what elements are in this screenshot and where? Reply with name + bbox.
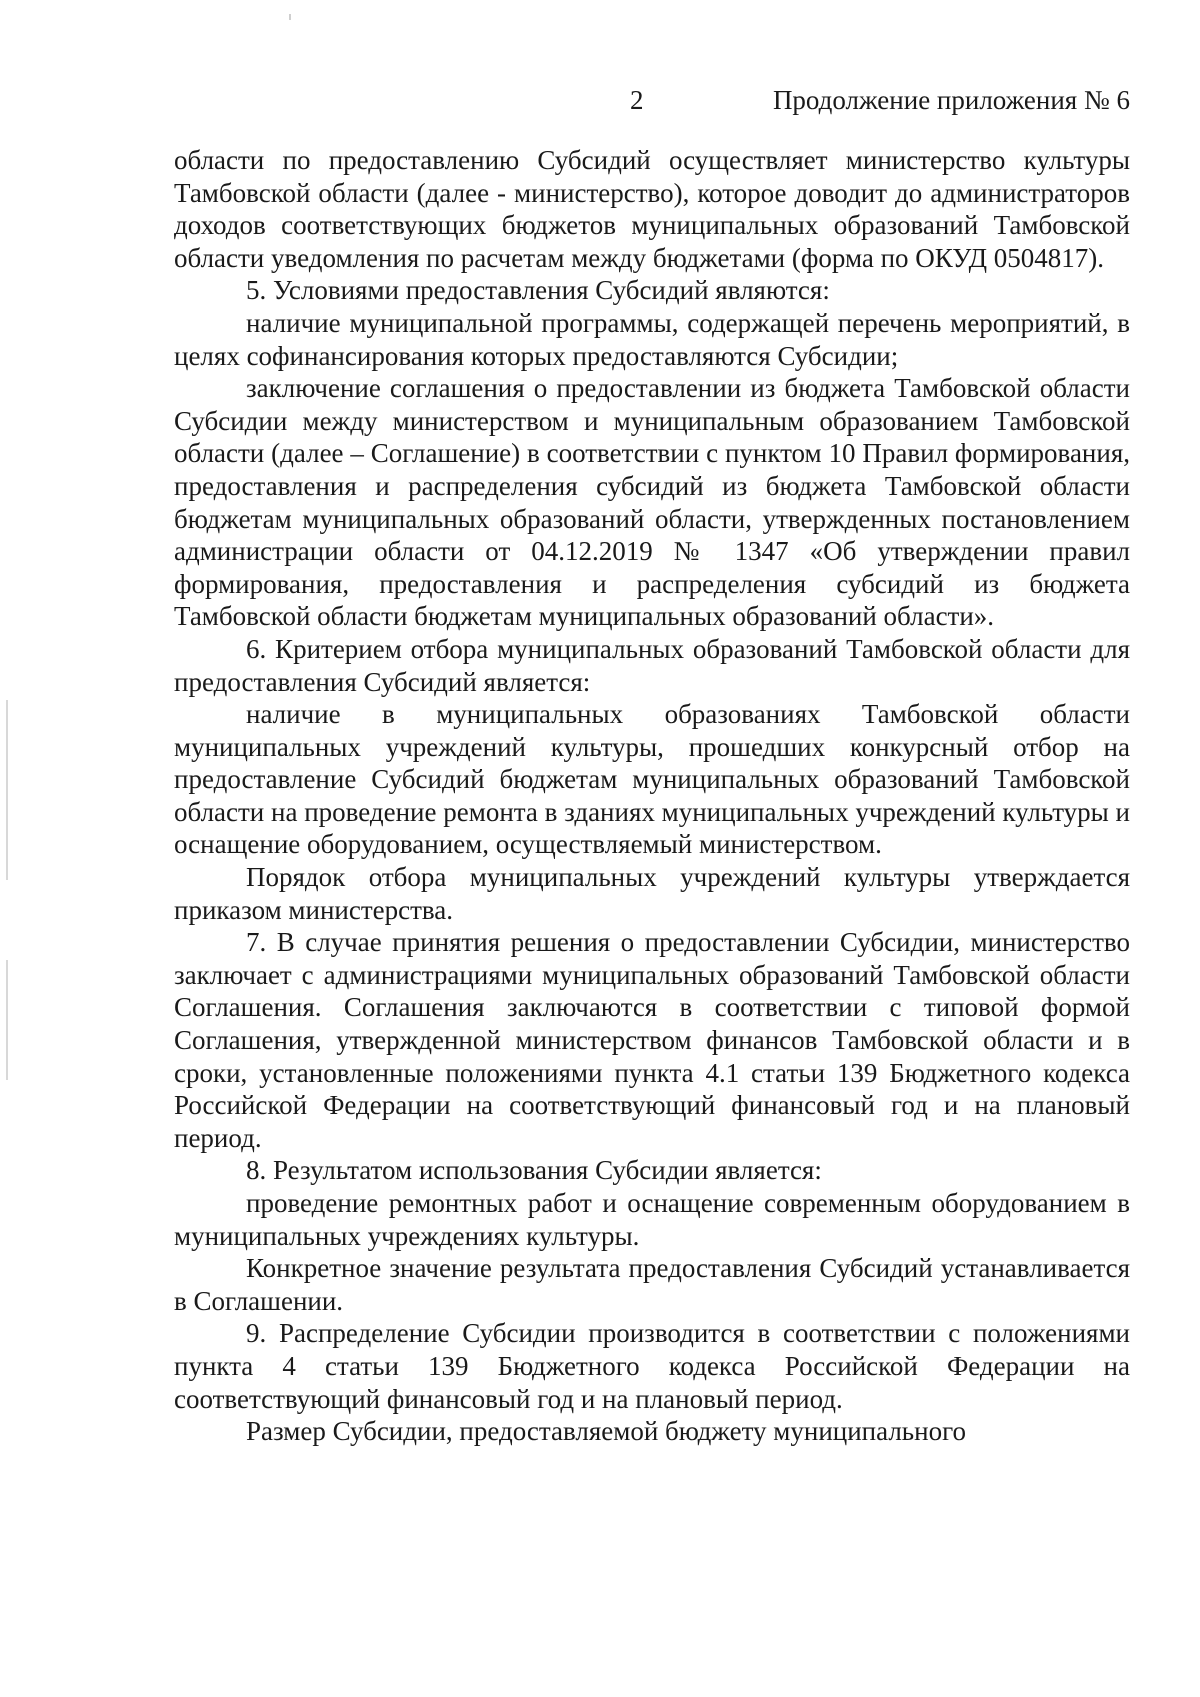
paragraph: проведение ремонтных работ и оснащение современным оборудованием в муниципальных учреждениях культуры. — [174, 1188, 1130, 1251]
paragraph: 6. Критерием отбора муниципальных образований Тамбовской области для предоставления Субсидий является: — [174, 633, 1130, 697]
paragraph: наличие муниципальной программы, содержащей перечень мероприятий, в целях софинансирования которых предоставляются Субсидии; — [174, 307, 1130, 371]
page-header — [174, 80, 1130, 120]
continuation-label: Продолжение приложения № 6 — [772, 85, 1130, 115]
paragraph: наличие в муниципальных образованиях Тамбовской области муниципальных учреждений культуры, прошедших конкурсный отбор на предоставление Субсидий бюджетам муниципальных образований Тамбовской области на проведение ремонта в зданиях муниципальных учреждений культуры и оснащение оборудованием, осуществляемый министерством. — [174, 699, 1130, 860]
paragraph: Конкретное значение результата предоставления Субсидий устанавливается в Соглашении. — [174, 1253, 1130, 1316]
scan-dot — [289, 14, 291, 20]
scan-edge-mark — [6, 700, 8, 880]
paragraph: 8. Результатом использования Субсидии является: — [246, 1155, 822, 1186]
paragraph: 5. Условиями предоставления Субсидий являются: — [246, 275, 830, 306]
paragraph: Размер Субсидии, предоставляемой бюджету муниципального — [246, 1416, 966, 1447]
paragraph: 9. Распределение Субсидии производится в соответствии с положениями пункта 4 статьи 139 Бюджетного кодекса Российской Федерации на соответствующий финансовый год и на плановый период. — [174, 1318, 1130, 1414]
scan-edge-mark — [6, 960, 8, 1080]
paragraph: Порядок отбора муниципальных учреждений культуры утверждается приказом министерства. — [174, 862, 1130, 925]
paragraph: 7. В случае принятия решения о предоставлении Субсидии, министерство заключает с администрациями муниципальных образований Тамбовской области Соглашения. Соглашения заключаются в соответствии с типовой формой Соглашения, утвержденной министерством финансов Тамбовской области и в сроки, установленные положениями пункта 4.1 статьи 139 Бюджетного кодекса Российской Федерации на соответствующий финансовый год и на плановый период. — [174, 927, 1130, 1153]
paragraph: заключение соглашения о предоставлении из бюджета Тамбовской области Субсидии между министерством и муниципальным образованием Тамбовской области (далее – Соглашение) в соответствии с пунктом 10 Правил формирования, предоставления и распределения субсидий из бюджета Тамбовской области бюджетам муниципальных образований области, утвержденных постановлением администрации области от 04.12.2019 № 1347 «Об утверждении правил формирования, предоставления и распределения субсидий из бюджета Тамбовской области бюджетам муниципальных образований области». — [174, 373, 1130, 632]
paragraph: области по предоставлению Субсидий осуществляет министерство культуры Тамбовской области (далее - министерство), которое доводит до администраторов доходов соответствующих бюджетов муниципальных образований Тамбовской области уведомления по расчетам между бюджетами (форма по ОКУД 0504817). — [174, 145, 1130, 273]
page-number: 2 — [630, 85, 644, 115]
document-body — [174, 144, 1130, 1448]
